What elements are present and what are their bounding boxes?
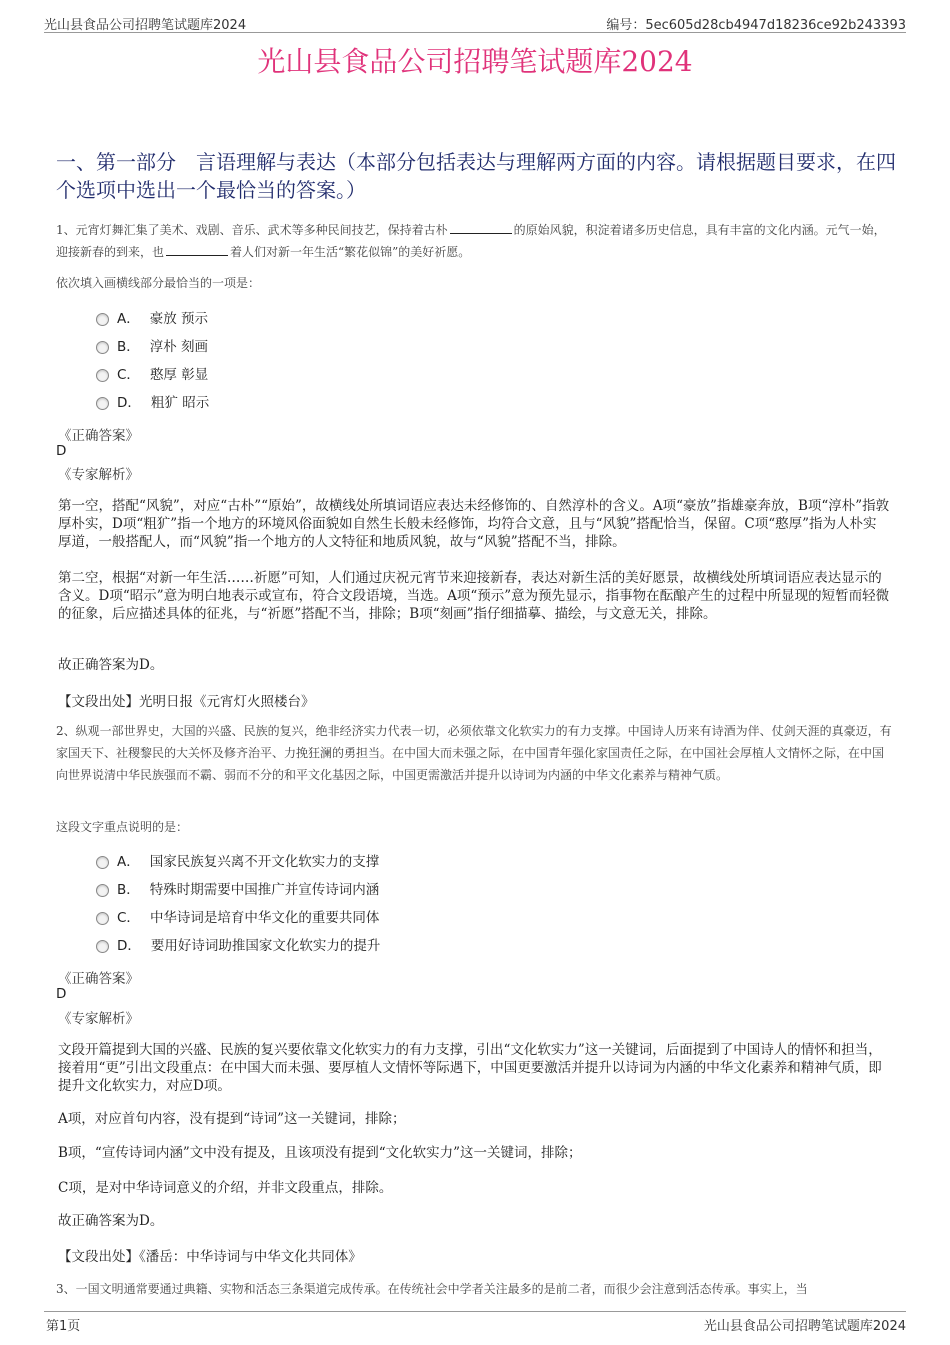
answer-label: 《正确答案》 <box>58 971 139 987</box>
option-text: 特殊时期需要中国推广并宣传诗词内涵 <box>149 882 380 898</box>
radio-icon[interactable] <box>96 341 109 354</box>
option-text: 中华诗词是培育中华文化的重要共同体 <box>149 910 380 926</box>
option-text: 粗犷 昭示 <box>150 395 210 411</box>
page-header <box>44 10 906 33</box>
page-number: 第1页 <box>46 1319 81 1334</box>
question-2-analysis-b: B项，“宣传诗词内涵”文中没有提及，且该项没有提到“文化软实力”这一关键词，排除； <box>58 1145 582 1161</box>
option-c[interactable] <box>96 904 796 932</box>
question-2-analysis-1: 文段开篇提到大国的兴盛、民族的复兴要依靠文化软实力的有力支撑，引出“文化软实力”这一关键词，后面提到了中国诗人的情怀和担当，接着用“更”引出文段重点：在中国大而未强、要厚植人文情怀等际遇下，中国更要激活并提升以诗词为内涵的中华文化素养和精神气质，即提升文化软实力，对应D项。 <box>58 1042 882 1094</box>
page-footer <box>44 1311 906 1334</box>
stem-text: 1、元宵灯舞汇集了美术、戏剧、音乐、武术等多种民间技艺，保持着古朴 <box>56 223 448 237</box>
stem-text: 着人们对新一年生活“繁花似锦”的美好祈愿。 <box>230 245 471 259</box>
option-text: 国家民族复兴离不开文化软实力的支撑 <box>149 854 380 870</box>
option-text: 要用好诗词助推国家文化软实力的提升 <box>150 938 381 954</box>
question-1-answer: D <box>56 443 67 459</box>
analysis-label: 《专家解析》 <box>58 467 139 483</box>
fill-blank <box>450 221 512 234</box>
option-key: C． <box>117 910 140 926</box>
option-text: 淳朴 刻画 <box>149 339 209 355</box>
option-key: B． <box>117 882 140 898</box>
question-1-conclusion: 故正确答案为D。 <box>58 657 164 673</box>
question-2-answer: D <box>56 986 67 1002</box>
analysis-label: 《专家解析》 <box>58 1011 139 1027</box>
question-1-stem <box>56 219 894 263</box>
question-2-options <box>96 848 796 960</box>
question-2-conclusion: 故正确答案为D。 <box>58 1213 164 1229</box>
fill-blank <box>166 243 228 256</box>
radio-icon[interactable] <box>96 884 109 897</box>
header-document-id: 编号：5ec605d28cb4947d18236ce92b243393 <box>606 18 906 33</box>
header-left-text: 光山县食品公司招聘笔试题库2024 <box>44 18 247 33</box>
radio-icon[interactable] <box>96 313 109 326</box>
option-a[interactable] <box>96 305 796 333</box>
footer-title: 光山县食品公司招聘笔试题库2024 <box>703 1319 906 1334</box>
option-b[interactable] <box>96 876 796 904</box>
section-heading: 一、第一部分 言语理解与表达（本部分包括表达与理解两方面的内容。请根据题目要求，在四个选项中选出一个最恰当的答案。） <box>56 150 896 202</box>
option-a[interactable] <box>96 848 796 876</box>
question-3-stem: 3、一国文明通常要通过典籍、实物和活态三条渠道完成传承。在传统社会中学者关注最多的是前二者，而很少会注意到活态传承。事实上，当 <box>56 1282 808 1296</box>
option-key: D． <box>117 938 141 954</box>
option-key: A． <box>117 854 140 870</box>
radio-icon[interactable] <box>96 912 109 925</box>
option-key: A． <box>117 311 140 327</box>
option-b[interactable] <box>96 333 796 361</box>
question-1-source: 【文段出处】光明日报《元宵灯火照楼台》 <box>58 694 315 710</box>
question-1-analysis-2: 第二空，根据“对新一年生活……祈愿”可知，人们通过庆祝元宵节来迎接新春，表达对新生活的美好愿景，故横线处所填词语应表达显示的含义。D项“昭示”意为明白地表示或宣布，符合文段语境，当选。A项“预示”意为预先显示，指事物在酝酿产生的过程中所显现的短暂而轻微的征象，后应描述具体的征兆，与“祈愿”搭配不当，排除；B项“刻画”指仔细描摹、描绘，与文意无关，排除。 <box>58 570 890 622</box>
question-1-prompt: 依次填入画横线部分最恰当的一项是： <box>56 276 261 290</box>
question-2-analysis-c: C项，是对中华诗词意义的介绍，并非文段重点，排除。 <box>58 1180 393 1196</box>
question-2-source: 【文段出处】《潘岳：中华诗词与中华文化共同体》 <box>58 1249 362 1265</box>
radio-icon[interactable] <box>96 856 109 869</box>
question-1-analysis-1: 第一空，搭配“风貌”，对应“古朴”“原始”，故横线处所填词语应表达未经修饰的、自然淳朴的含义。A项“豪放”指雄豪奔放，B项“淳朴”指敦厚朴实，D项“粗犷”指一个地方的环境风俗面貌如自然生长般未经修饰，均符合文意，且与“风貌”搭配恰当，保留。C项“憨厚”指为人朴实厚道，一般搭配人，而“风貌”指一个地方的人文特征和地质风貌，故与“风貌”搭配不当，排除。 <box>58 498 890 550</box>
question-2-prompt: 这段文字重点说明的是： <box>56 820 189 834</box>
option-c[interactable] <box>96 361 796 389</box>
option-text: 憨厚 彰显 <box>149 367 209 383</box>
option-key: D． <box>117 395 141 411</box>
question-2-stem: 2、纵观一部世界史，大国的兴盛、民族的复兴，绝非经济实力代表一切，必须依靠文化软实力的有力支撑。中国诗人历来有诗酒为伴、仗剑天涯的真豪迈，有家国天下、社稷黎民的大关怀及修齐治平、力挽狂澜的勇担当。在中国大而未强之际，在中国青年强化家国责任之际，在中国社会厚植人文情怀之际，在中国向世界说清中华民族强而不霸、弱而不分的和平文化基因之际，中国更需激活并提升以诗词为内涵的中华文化素养与精神气质。 <box>56 724 892 782</box>
option-d[interactable] <box>96 932 796 960</box>
radio-icon[interactable] <box>96 369 109 382</box>
question-1-options <box>96 305 796 417</box>
option-text: 豪放 预示 <box>149 311 209 327</box>
radio-icon[interactable] <box>96 940 109 953</box>
option-d[interactable] <box>96 389 796 417</box>
answer-label: 《正确答案》 <box>58 428 139 444</box>
question-2-analysis-a: A项，对应首句内容，没有提到“诗词”这一关键词，排除； <box>58 1111 406 1127</box>
option-key: C． <box>117 367 140 383</box>
stem-text: 的原始风貌，积淀着诸多历史信息，具有丰富的文化内涵。元气一始，迎接新春的到来，也 <box>56 223 886 259</box>
radio-icon[interactable] <box>96 397 109 410</box>
option-key: B． <box>117 339 140 355</box>
page-title: 光山县食品公司招聘笔试题库2024 <box>257 45 693 78</box>
